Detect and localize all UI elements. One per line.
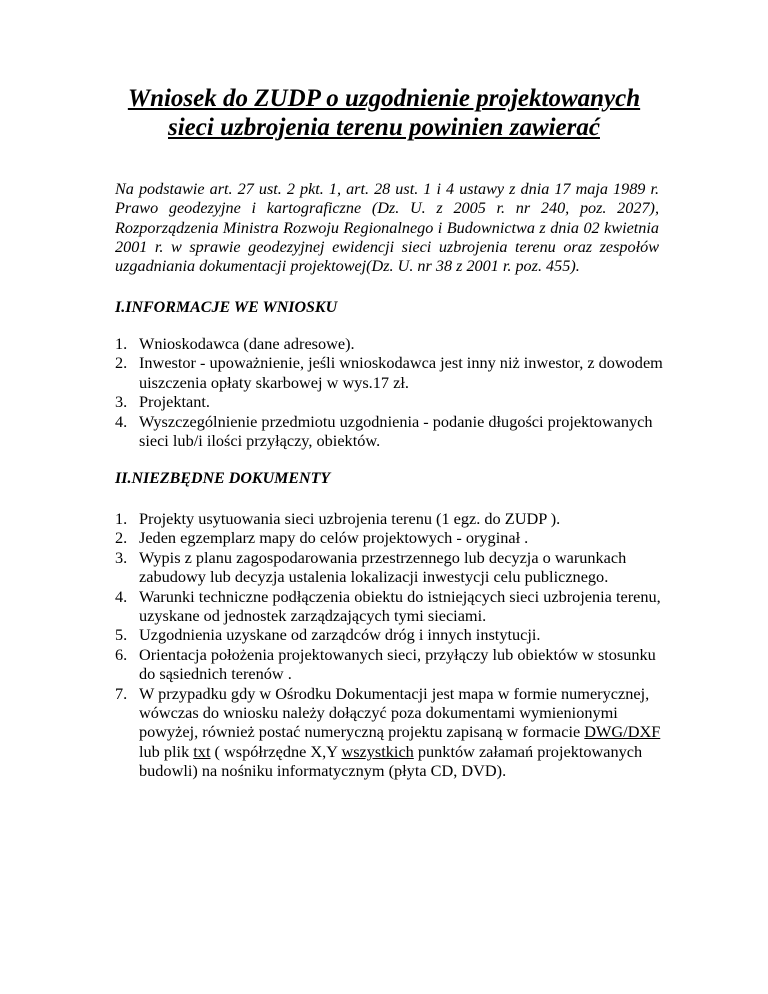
section-heading-informacje: I.INFORMACJE WE WNIOSKU	[115, 299, 338, 316]
list-item-text	[139, 684, 660, 781]
list-item-text-part: lub plik	[139, 741, 194, 761]
list-item-number: 4.	[115, 411, 128, 431]
legal-basis-paragraph: Na podstawie art. 27 ust. 2 pkt. 1, art. 28 ust. 1 i 4 ustawy z dnia 17 maja 1989 r. Prawo geodezyjne i kartograficzne (Dz. U. z 2005 r. nr 240, poz. 2027), Rozporządzenia Ministra Rozwoju Regionalnego i Budownictwa z dnia 02 kwietnia 2001 r. w sprawie geodezyjnej ewidencji sieci uzbrojenia terenu oraz zespołów uzgadniania dokumentacji projektowej(Dz. U. nr 38 z 2001 r. poz. 455).	[115, 180, 659, 276]
list-item-text: Warunki techniczne podłączenia obiektu do istniejących sieci uzbrojenia terenu, uzyskane od jednostek zarządzających tymi sieciami.	[139, 586, 661, 626]
list-item	[115, 548, 675, 587]
list-item	[115, 528, 675, 547]
list-item	[115, 587, 675, 626]
list-item-text-part: W przypadku gdy w Ośrodku Dokumentacji jest mapa w formie numerycznej, wówczas do wniosku należy dołączyć poza dokumentami wymienionymi powyżej, również postać numeryczną projektu zapisaną w formacie	[139, 683, 650, 742]
list-item-number: 2.	[115, 353, 128, 373]
list-item-number: 7.	[115, 683, 128, 703]
list-item-text: Projektant.	[139, 392, 210, 412]
list-item-number: 3.	[115, 392, 128, 412]
list-item	[115, 334, 675, 353]
list-item-text: Wnioskodawca (dane adresowe).	[139, 334, 355, 353]
list-item-number: 6.	[115, 644, 128, 664]
list-item-text: Inwestor - upoważnienie, jeśli wnioskodawca jest inny niż inwestor, z dowodem uiszczenia opłaty skarbowej w wys.17 zł.	[139, 353, 663, 392]
list-item-number: 3.	[115, 547, 128, 567]
list-item-text: Jeden egzemplarz mapy do celów projektowych - oryginał .	[139, 528, 529, 548]
page-title	[90, 84, 678, 142]
section-heading-dokumenty: II.NIEZBĘDNE DOKUMENTY	[115, 470, 331, 487]
page-title-line-2: sieci uzbrojenia terenu powinien zawierać	[168, 114, 600, 141]
list-item-text: Orientacja położenia projektowanych sieci, przyłączy lub obiektów w stosunku do sąsiednich terenów .	[139, 644, 656, 684]
list-item-text-part: punktów załamań projektowanych budowli) na nośniku informatycznym (płyta CD, DVD).	[139, 741, 643, 781]
list-item-text: Wypis z planu zagospodarowania przestrzennego lub decyzja o warunkach zabudowy lub decyzja ustalenia lokalizacji inwestycji celu publicznego.	[139, 547, 627, 587]
list-item-number: 1.	[115, 334, 128, 353]
list-item-text: Projekty usytuowania sieci uzbrojenia terenu (1 egz. do ZUDP ).	[139, 509, 561, 528]
list-item	[115, 353, 675, 392]
list-item	[115, 684, 675, 781]
list-item-text: Wyszczególnienie przedmiotu uzgodnienia - podanie długości projektowanych sieci lub/i ilości przyłączy, obiektów.	[139, 411, 653, 451]
format-txt-link[interactable]: txt	[193, 741, 211, 761]
documents-list	[115, 509, 675, 781]
list-item	[115, 509, 675, 528]
list-item	[115, 412, 675, 451]
list-item	[115, 645, 675, 684]
list-item-text: Uzgodnienia uzyskane od zarządców dróg i innych instytucji.	[139, 625, 541, 645]
information-list	[115, 334, 675, 450]
list-item-number: 2.	[115, 528, 128, 548]
list-item	[115, 392, 675, 411]
list-item-number: 4.	[115, 586, 128, 606]
list-item-number: 5.	[115, 625, 128, 645]
format-dwg-dxf-link[interactable]: DWG/DXF	[584, 722, 661, 742]
page-title-line-1: Wniosek do ZUDP o uzgodnienie projektowanych	[127, 85, 641, 112]
list-item	[115, 625, 675, 644]
list-item-text-part: ( współrzędne X,Y	[210, 741, 342, 761]
wszystkich-emphasis: wszystkich	[341, 741, 414, 761]
list-item-number: 1.	[115, 509, 128, 528]
